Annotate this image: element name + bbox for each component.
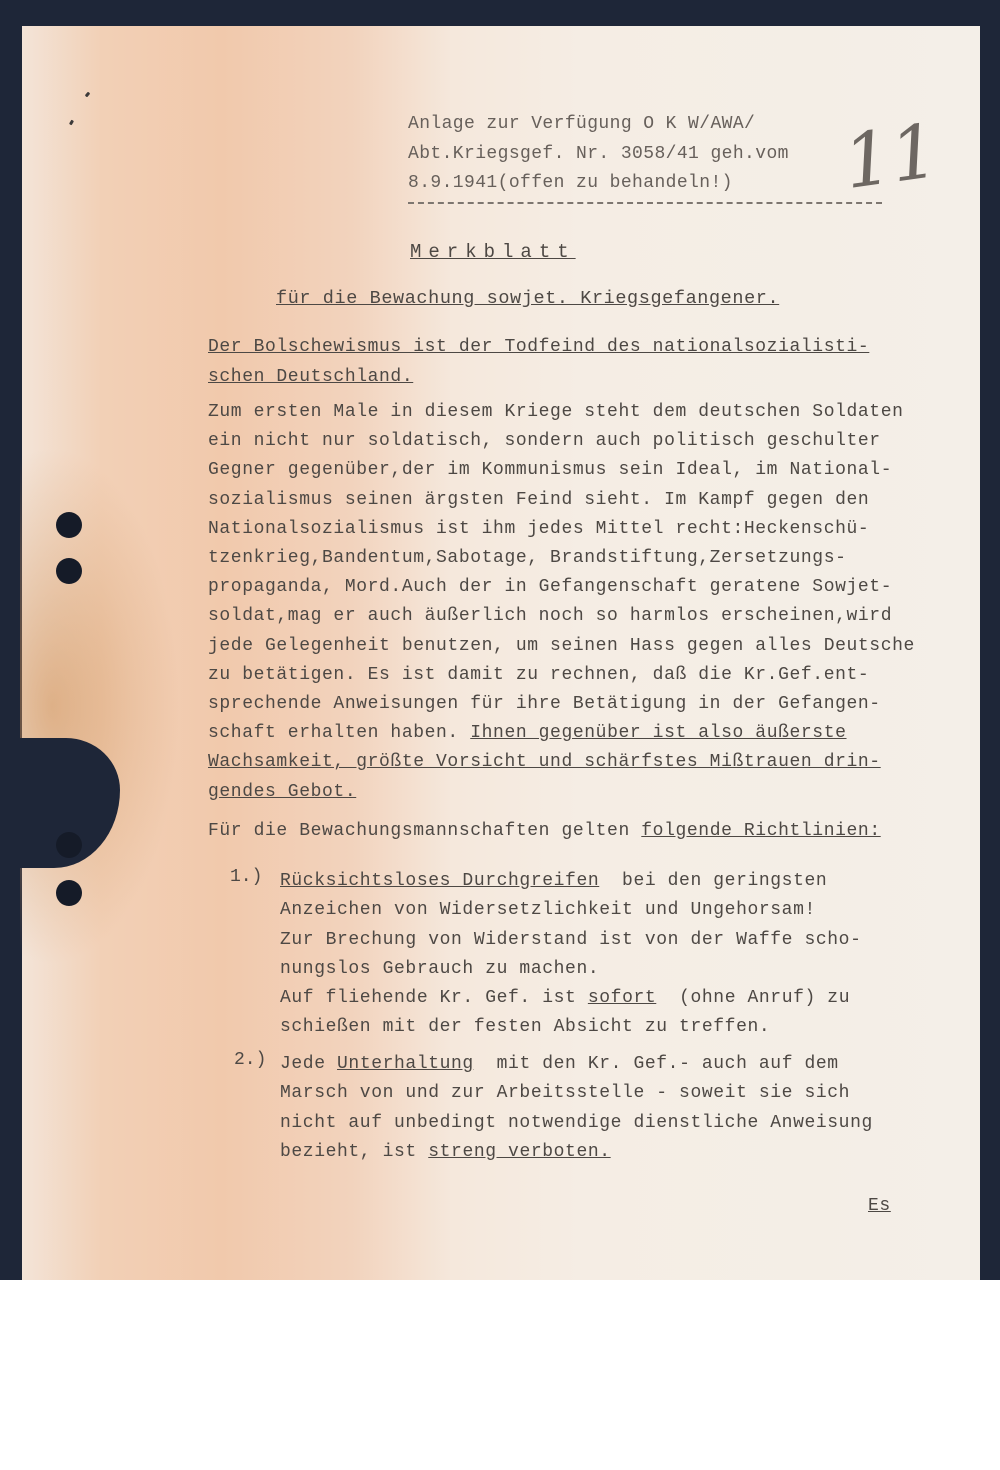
emphasis-underline: Wachsamkeit, größte Vorsicht und schärfstes Mißtrauen drin- <box>208 752 881 773</box>
item-1-emphasis: Rücksichtsloses Durchgreifen <box>280 871 600 891</box>
item-2-text: Jede <box>280 1054 338 1074</box>
item-2-text: mit den Kr. Gef.- auch auf dem <box>473 1054 839 1074</box>
item-2-emphasis: Unterhaltung <box>337 1054 474 1074</box>
body-line: sozialismus seinen ärgsten Feind sieht. Im Kampf gegen den <box>208 489 870 510</box>
body-line: Gegner gegenüber,der im Kommunismus sein Ideal, im National- <box>208 460 893 481</box>
water-stain <box>20 446 180 966</box>
emphasis-underline: gendes Gebot. <box>208 781 357 802</box>
punch-hole <box>56 558 82 584</box>
item-1-text: schießen mit der festen Absicht zu treffen. <box>280 1017 771 1038</box>
document-title: Merkblatt <box>410 241 576 263</box>
body-line: ein nicht nur soldatisch, sondern auch politisch geschulter <box>208 431 881 452</box>
body-line: sprechende Anweisungen für ihre Betätigung in der Gefangen- <box>208 694 881 715</box>
body-line: zu betätigen. Es ist damit zu rechnen, daß die Kr.Gef.ent- <box>208 664 870 685</box>
body-line: propaganda, Mord.Auch der in Gefangenschaft geratene Sowjet- <box>208 577 893 598</box>
body-line: soldat,mag er auch äußerlich noch so harmlos erscheinen,wird <box>208 606 893 627</box>
item-1-text: Zur Brechung von Widerstand ist von der Waffe scho- <box>280 929 862 950</box>
punch-hole <box>56 512 82 538</box>
item-number-2: 2.) <box>234 1050 267 1070</box>
item-2-emphasis: streng verboten. <box>428 1141 611 1162</box>
handwritten-page-number: 11 <box>838 107 944 207</box>
reference-line-1: Anlage zur Verfügung O K W/AWA/ <box>408 114 756 134</box>
page-continuation-word: Es <box>868 1196 891 1216</box>
item-1-text: nungslos Gebrauch zu machen. <box>280 958 600 979</box>
body-line: Nationalsozialismus ist ihm jedes Mittel recht:Heckenschü- <box>208 518 870 539</box>
item-1-text: bei den geringsten <box>599 871 828 891</box>
punch-hole <box>56 880 82 906</box>
emphasis-underline: Ihnen gegenüber ist also äußerste <box>470 723 847 744</box>
guidelines-heading: folgende Richtlinien: <box>641 821 881 841</box>
body-line: schaft erhalten haben. <box>208 723 471 744</box>
document-page <box>22 26 980 1280</box>
punch-hole <box>56 832 82 858</box>
item-2-text: bezieht, ist <box>280 1141 429 1162</box>
header-rule <box>408 202 882 204</box>
document-subtitle: für die Bewachung sowjet. Kriegsgefangener. <box>276 288 780 309</box>
guidelines-intro-text: Für die Bewachungsmannschaften gelten <box>208 821 642 841</box>
item-1-text: Anzeichen von Widersetzlichkeit und Ungehorsam! <box>280 900 816 921</box>
body-paragraph <box>208 398 915 807</box>
guidelines-intro <box>208 817 881 846</box>
body-line: jede Gelegenheit benutzen, um seinen Hass gegen alles Deutsche <box>208 635 915 656</box>
item-2-text: nicht auf unbedingt notwendige dienstliche Anweisung <box>280 1112 873 1133</box>
item-1-text: Auf fliehende Kr. Gef. ist <box>280 988 588 1009</box>
reference-line-3: 8.9.1941(offen zu behandeln!) <box>408 173 733 193</box>
item-1-text: (ohne Anruf) zu <box>656 988 851 1009</box>
guideline-item-1 <box>280 867 862 1043</box>
body-line: Zum ersten Male in diesem Kriege steht dem deutschen Soldaten <box>208 402 904 422</box>
document-reference <box>408 110 789 199</box>
item-2-text: Marsch von und zur Arbeitsstelle - soweit sie sich <box>280 1083 851 1104</box>
lead-line-1: Der Bolschewismus ist der Todfeind des nationalsozialisti- <box>208 337 870 357</box>
body-line: tzenkrieg,Bandentum,Sabotage, Brandstiftung,Zersetzungs- <box>208 548 847 569</box>
lead-line-2: schen Deutschland. <box>208 367 414 387</box>
item-1-emphasis: sofort <box>587 988 657 1009</box>
item-number-1: 1.) <box>230 867 263 887</box>
lead-statement <box>208 332 869 392</box>
reference-line-2: Abt.Kriegsgef. Nr. 3058/41 geh.vom <box>408 143 789 164</box>
guideline-item-2 <box>280 1050 873 1167</box>
